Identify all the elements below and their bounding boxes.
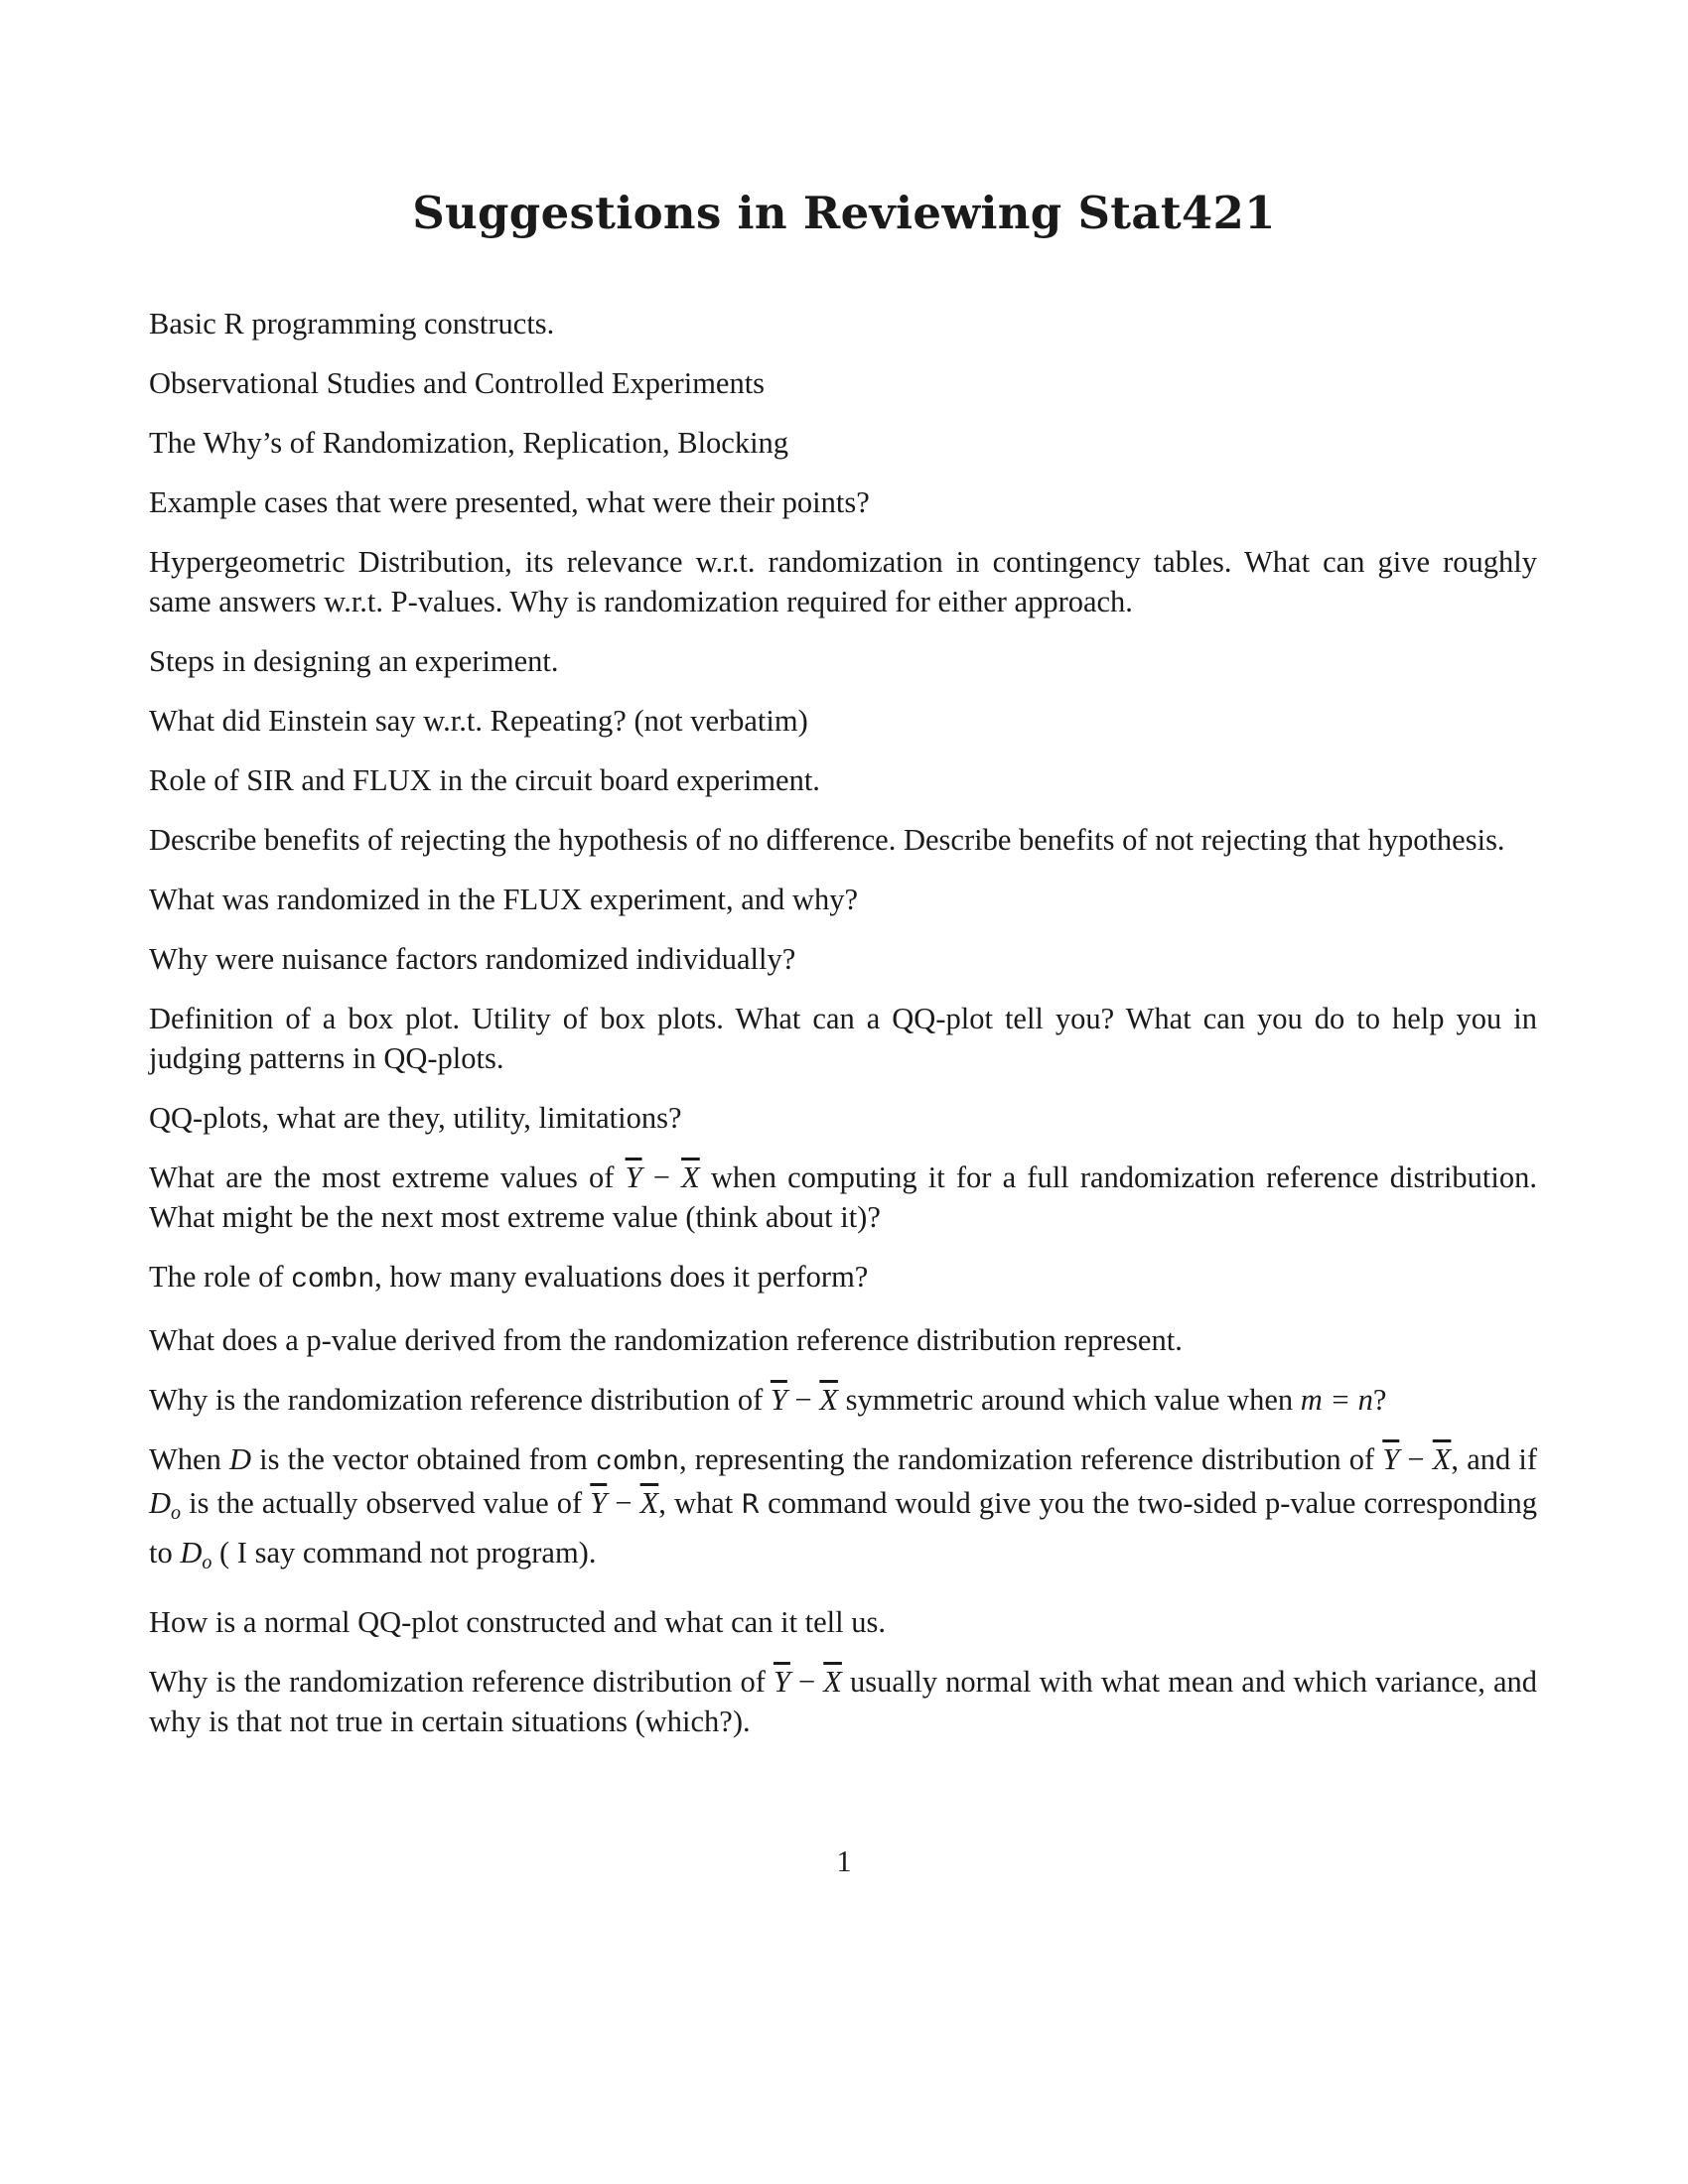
- text: command would give you the two-sided p-value corresponding to: [149, 1486, 1537, 1570]
- text: , how many evaluations does it perform?: [374, 1260, 869, 1294]
- math-d-subscript: o: [202, 1552, 212, 1573]
- item-combn: [149, 1257, 1537, 1300]
- text: symmetric around which value when: [837, 1383, 1301, 1417]
- item-pvalue: What does a p-value derived from the randomization reference distribution represent.: [149, 1323, 1183, 1357]
- item-qqplots: QQ-plots, what are they, utility, limitations?: [149, 1101, 682, 1135]
- math-minus: −: [786, 1383, 820, 1417]
- text: Why is the randomization reference distribution of: [149, 1665, 774, 1699]
- text: Why is the randomization reference distribution of: [149, 1383, 771, 1417]
- text: The role of: [149, 1260, 292, 1294]
- text: , representing the randomization reference distribution of: [679, 1442, 1383, 1476]
- item-normal-qq: How is a normal QQ-plot constructed and what can it tell us.: [149, 1605, 886, 1639]
- page-title: Suggestions in Reviewing Stat421: [412, 187, 1276, 239]
- code-combn: combn: [596, 1447, 680, 1478]
- math-minus: −: [789, 1665, 824, 1699]
- math-y-bar: $\overline{Y}$: [773, 1665, 790, 1699]
- math-d: D: [228, 1442, 252, 1476]
- math-y-bar: $\overline{Y}$: [770, 1383, 787, 1417]
- text: is the actually observed value of: [181, 1486, 591, 1520]
- review-items: [149, 304, 1537, 1761]
- item-nuisance: Why were nuisance factors randomized individually?: [149, 942, 796, 976]
- item-flux-randomized: What was randomized in the FLUX experiment, and why?: [149, 883, 858, 916]
- text: , what: [658, 1486, 742, 1520]
- math-d-o: [180, 1536, 212, 1573]
- item-usually-normal: [149, 1662, 1537, 1741]
- text: usually normal with what mean and which variance, and why is that not true in certain situations (which?).: [149, 1665, 1538, 1738]
- item-symmetric: [149, 1380, 1537, 1420]
- text: ( I say command not program).: [211, 1536, 597, 1570]
- item-r-basics: Basic R programming constructs.: [149, 307, 555, 341]
- math-y-bar: $\overline{Y}$: [625, 1160, 642, 1194]
- text: When: [149, 1442, 229, 1476]
- item-boxplot: Definition of a box plot. Utility of box plots. What can a QQ-plot tell you? What can you do to help you in judging patterns in QQ-plots.: [149, 1002, 1537, 1075]
- item-observational-studies: Observational Studies and Controlled Experiments: [149, 366, 766, 400]
- math-x-bar: $\overline{X}$: [639, 1486, 659, 1520]
- item-sir-flux: Role of SIR and FLUX in the circuit board experiment.: [149, 763, 820, 797]
- code-combn: combn: [291, 1265, 375, 1296]
- math-x-bar: $\overline{X}$: [1432, 1442, 1452, 1476]
- math-d-base: D: [149, 1486, 172, 1520]
- text: is the vector obtained from: [251, 1442, 597, 1476]
- math-x-bar: $\overline{X}$: [819, 1383, 838, 1417]
- text: What are the most extreme values of: [149, 1160, 626, 1194]
- math-y-bar: $\overline{Y}$: [1382, 1442, 1400, 1476]
- math-y-bar: $\overline{Y}$: [590, 1486, 608, 1520]
- text: , and if: [1451, 1442, 1538, 1476]
- text: when computing it for a full randomization reference distribution. What might be the next most extreme value (think about it)?: [149, 1160, 1538, 1234]
- item-when-d: [149, 1439, 1537, 1582]
- math-x-bar: $\overline{X}$: [823, 1665, 842, 1699]
- page-number: 1: [836, 1844, 852, 1878]
- item-example-cases: Example cases that were presented, what were their points?: [149, 485, 870, 519]
- math-d-o: [149, 1486, 182, 1524]
- math-minus: −: [641, 1160, 682, 1194]
- math-minus: −: [607, 1486, 640, 1520]
- text: ?: [1372, 1383, 1387, 1417]
- item-hypergeometric: Hypergeometric Distribution, its relevance w.r.t. randomization in contingency tables. What can give roughly same answers w.r.t. P-values. Why is randomization required for either approach.: [149, 545, 1537, 618]
- r-language-name: R: [741, 1489, 761, 1520]
- item-extreme-values: [149, 1158, 1537, 1237]
- math-d-base: D: [180, 1536, 203, 1570]
- math-d-subscript: o: [171, 1502, 182, 1524]
- item-whys: The Why’s of Randomization, Replication, Blocking: [149, 426, 789, 460]
- item-einstein: What did Einstein say w.r.t. Repeating? (not verbatim): [149, 704, 808, 738]
- math-x-bar: $\overline{X}$: [681, 1160, 700, 1194]
- math-minus: −: [1399, 1442, 1433, 1476]
- item-steps: Steps in designing an experiment.: [149, 644, 559, 678]
- item-benefits: Describe benefits of rejecting the hypothesis of no difference. Describe benefits of not rejecting that hypothesis.: [149, 823, 1505, 857]
- math-m-equals-n: m = n: [1300, 1383, 1373, 1417]
